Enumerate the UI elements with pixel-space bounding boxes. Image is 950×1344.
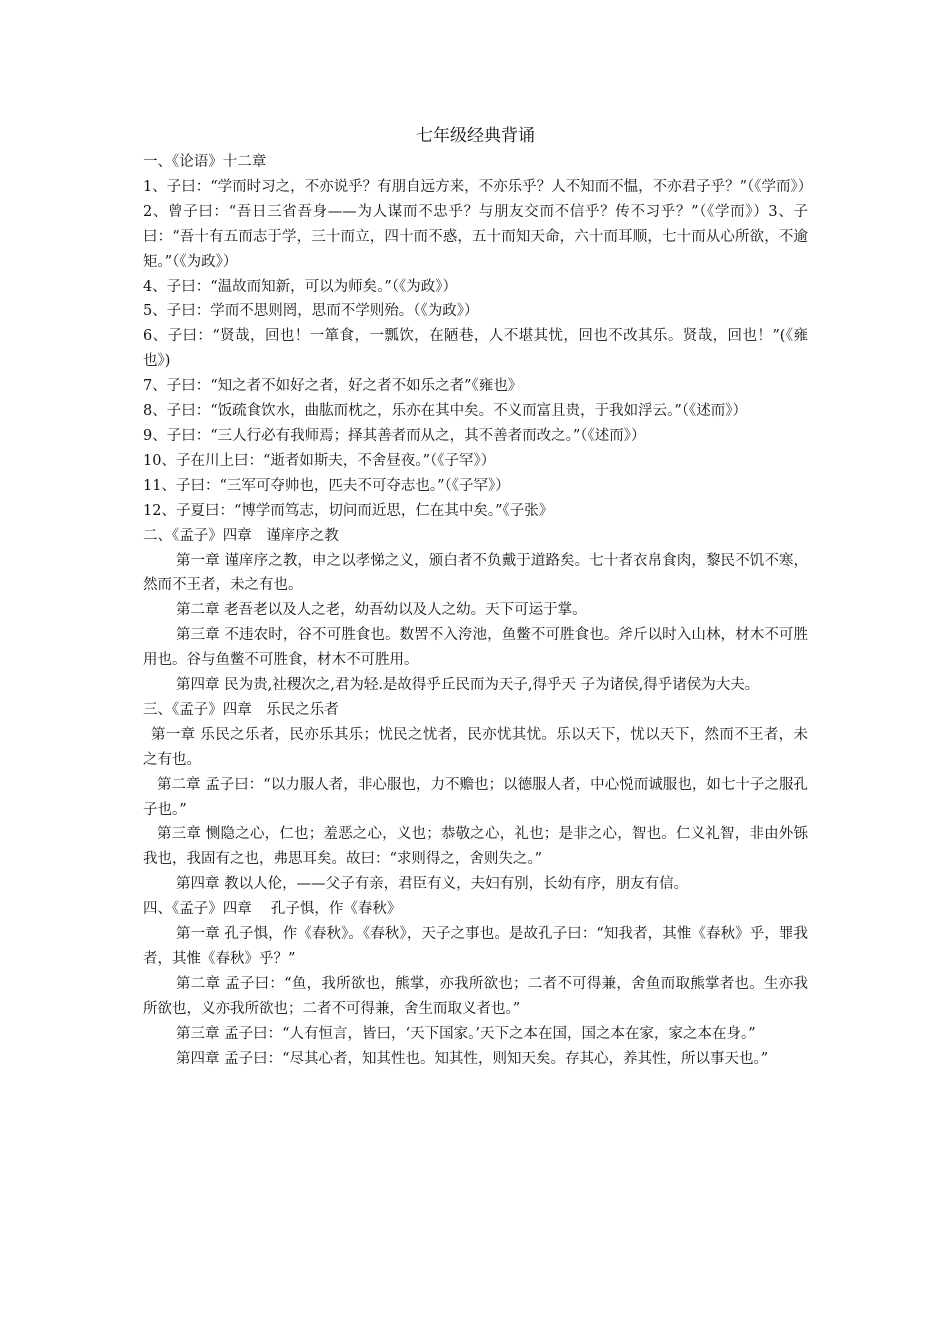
paragraph: 第二章 孟子曰：“以力服人者，非心服也，力不赡也；以德服人者，中心悦而诚服也，如七十子之服孔子也。”	[143, 776, 808, 818]
paragraph: 第一章 谨庠序之教，申之以孝悌之义，颁白者不负戴于道路矣。七十者衣帛食肉，黎民不饥不寒，然而不王者，未之有也。	[143, 552, 808, 594]
paragraph: 2、曾子曰：“吾日三省吾身——为人谋而不忠乎？与朋友交而不信乎？传不习乎？”（《学而》）3、子曰：“吾十有五而志于学，三十而立，四十而不惑，五十而知天命，六十而耳顺，七十而从心所欲，不逾矩。”（《为政》）	[143, 203, 808, 270]
paragraph: 10、子在川上曰：“逝者如斯夫，不舍昼夜。”（《子罕》）	[143, 452, 496, 469]
paragraph: 第四章 民为贵,社稷次之,君为轻.是故得乎丘民而为天子,得乎天 子为诸侯,得乎诸侯为大夫。	[176, 677, 760, 694]
paragraph: 第二章 老吾老以及人之老，幼吾幼以及人之幼。天下可运于掌。	[176, 602, 587, 619]
section-heading: 二、《孟子》四章 谨庠序之教	[143, 527, 339, 544]
paragraph: 8、子曰：“饭疏食饮水，曲肱而枕之，乐亦在其中矣。不义而富且贵，于我如浮云。”（《述而》）	[143, 403, 748, 420]
paragraph: 11、子曰：“三军可夺帅也，匹夫不可夺志也。”（《子罕》）	[143, 477, 510, 494]
paragraph: 第四章 孟子曰：“尽其心者，知其性也。知其性，则知天矣。存其心，养其性，所以事天也。”	[176, 1050, 769, 1067]
paragraph: 6、子曰：“贤哉，回也！一箪食，一瓢饮，在陋巷，人不堪其忧，回也不改其乐。贤哉，回也！”(《雍也》)	[143, 328, 808, 370]
section-heading: 一、《论语》十二章	[143, 154, 267, 170]
paragraph: 第三章 孟子曰：“人有恒言，皆曰，‘天下国家。’天下之本在国，国之本在家，家之本在身。”	[176, 1025, 756, 1042]
paragraph: 9、子曰：“三人行必有我师焉；择其善者而从之，其不善者而改之。”（《述而》）	[143, 427, 646, 444]
section-heading: 四、《孟子》四章 孔子惧，作《春秋》	[143, 901, 402, 918]
paragraph: 第四章 教以人伦，——父子有亲，君臣有义，夫妇有别，长幼有序，朋友有信。	[176, 876, 689, 893]
paragraph: 7、子曰：“知之者不如好之者，好之者不如乐之者”《雍也》	[143, 378, 523, 395]
paragraph: 4、子曰：“温故而知新，可以为师矣。”（《为政》）	[143, 278, 458, 295]
paragraph: 1、子曰：“学而时习之，不亦说乎？有朋自远方来，不亦乐乎？人不知而不愠，不亦君子乎？”（《学而》）	[143, 178, 813, 195]
paragraph: 12、子夏曰：“博学而笃志，切问而近思，仁在其中矣。”《子张》	[143, 502, 554, 519]
paragraph: 5、子曰：学而不思则罔，思而不学则殆。（《为政》）	[143, 303, 479, 320]
paragraph: 第三章 不违农时，谷不可胜食也。数罟不入洿池，鱼鳖不可胜食也。斧斤以时入山林，材木不可胜用也。谷与鱼鳖不可胜食，材木不可胜用。	[143, 627, 808, 669]
document-title: 七年级经典背诵	[416, 126, 535, 146]
section-heading: 三、《孟子》四章 乐民之乐者	[143, 701, 339, 718]
paragraph: 第二章 孟子曰：“鱼，我所欲也，熊掌，亦我所欲也；二者不可得兼，舍鱼而取熊掌者也。生亦我所欲也，义亦我所欲也；二者不可得兼，舍生而取义者也。”	[143, 975, 808, 1017]
paragraph: 第一章 乐民之乐者，民亦乐其乐；忧民之忧者，民亦忧其忧。乐以天下，忧以天下，然而不王者，未之有也。	[143, 726, 808, 768]
paragraph: 第三章 恻隐之心，仁也；羞恶之心，义也；恭敬之心，礼也；是非之心，智也。仁义礼智，非由外铄我也，我固有之也，弗思耳矣。故曰：“求则得之，舍则失之。”	[143, 826, 808, 868]
paragraph: 第一章 孔子惧，作《春秋》。《春秋》，天子之事也。是故孔子曰：“知我者，其惟《春秋》乎，罪我者，其惟《春秋》乎？”	[143, 926, 808, 967]
document-page	[143, 124, 813, 1072]
